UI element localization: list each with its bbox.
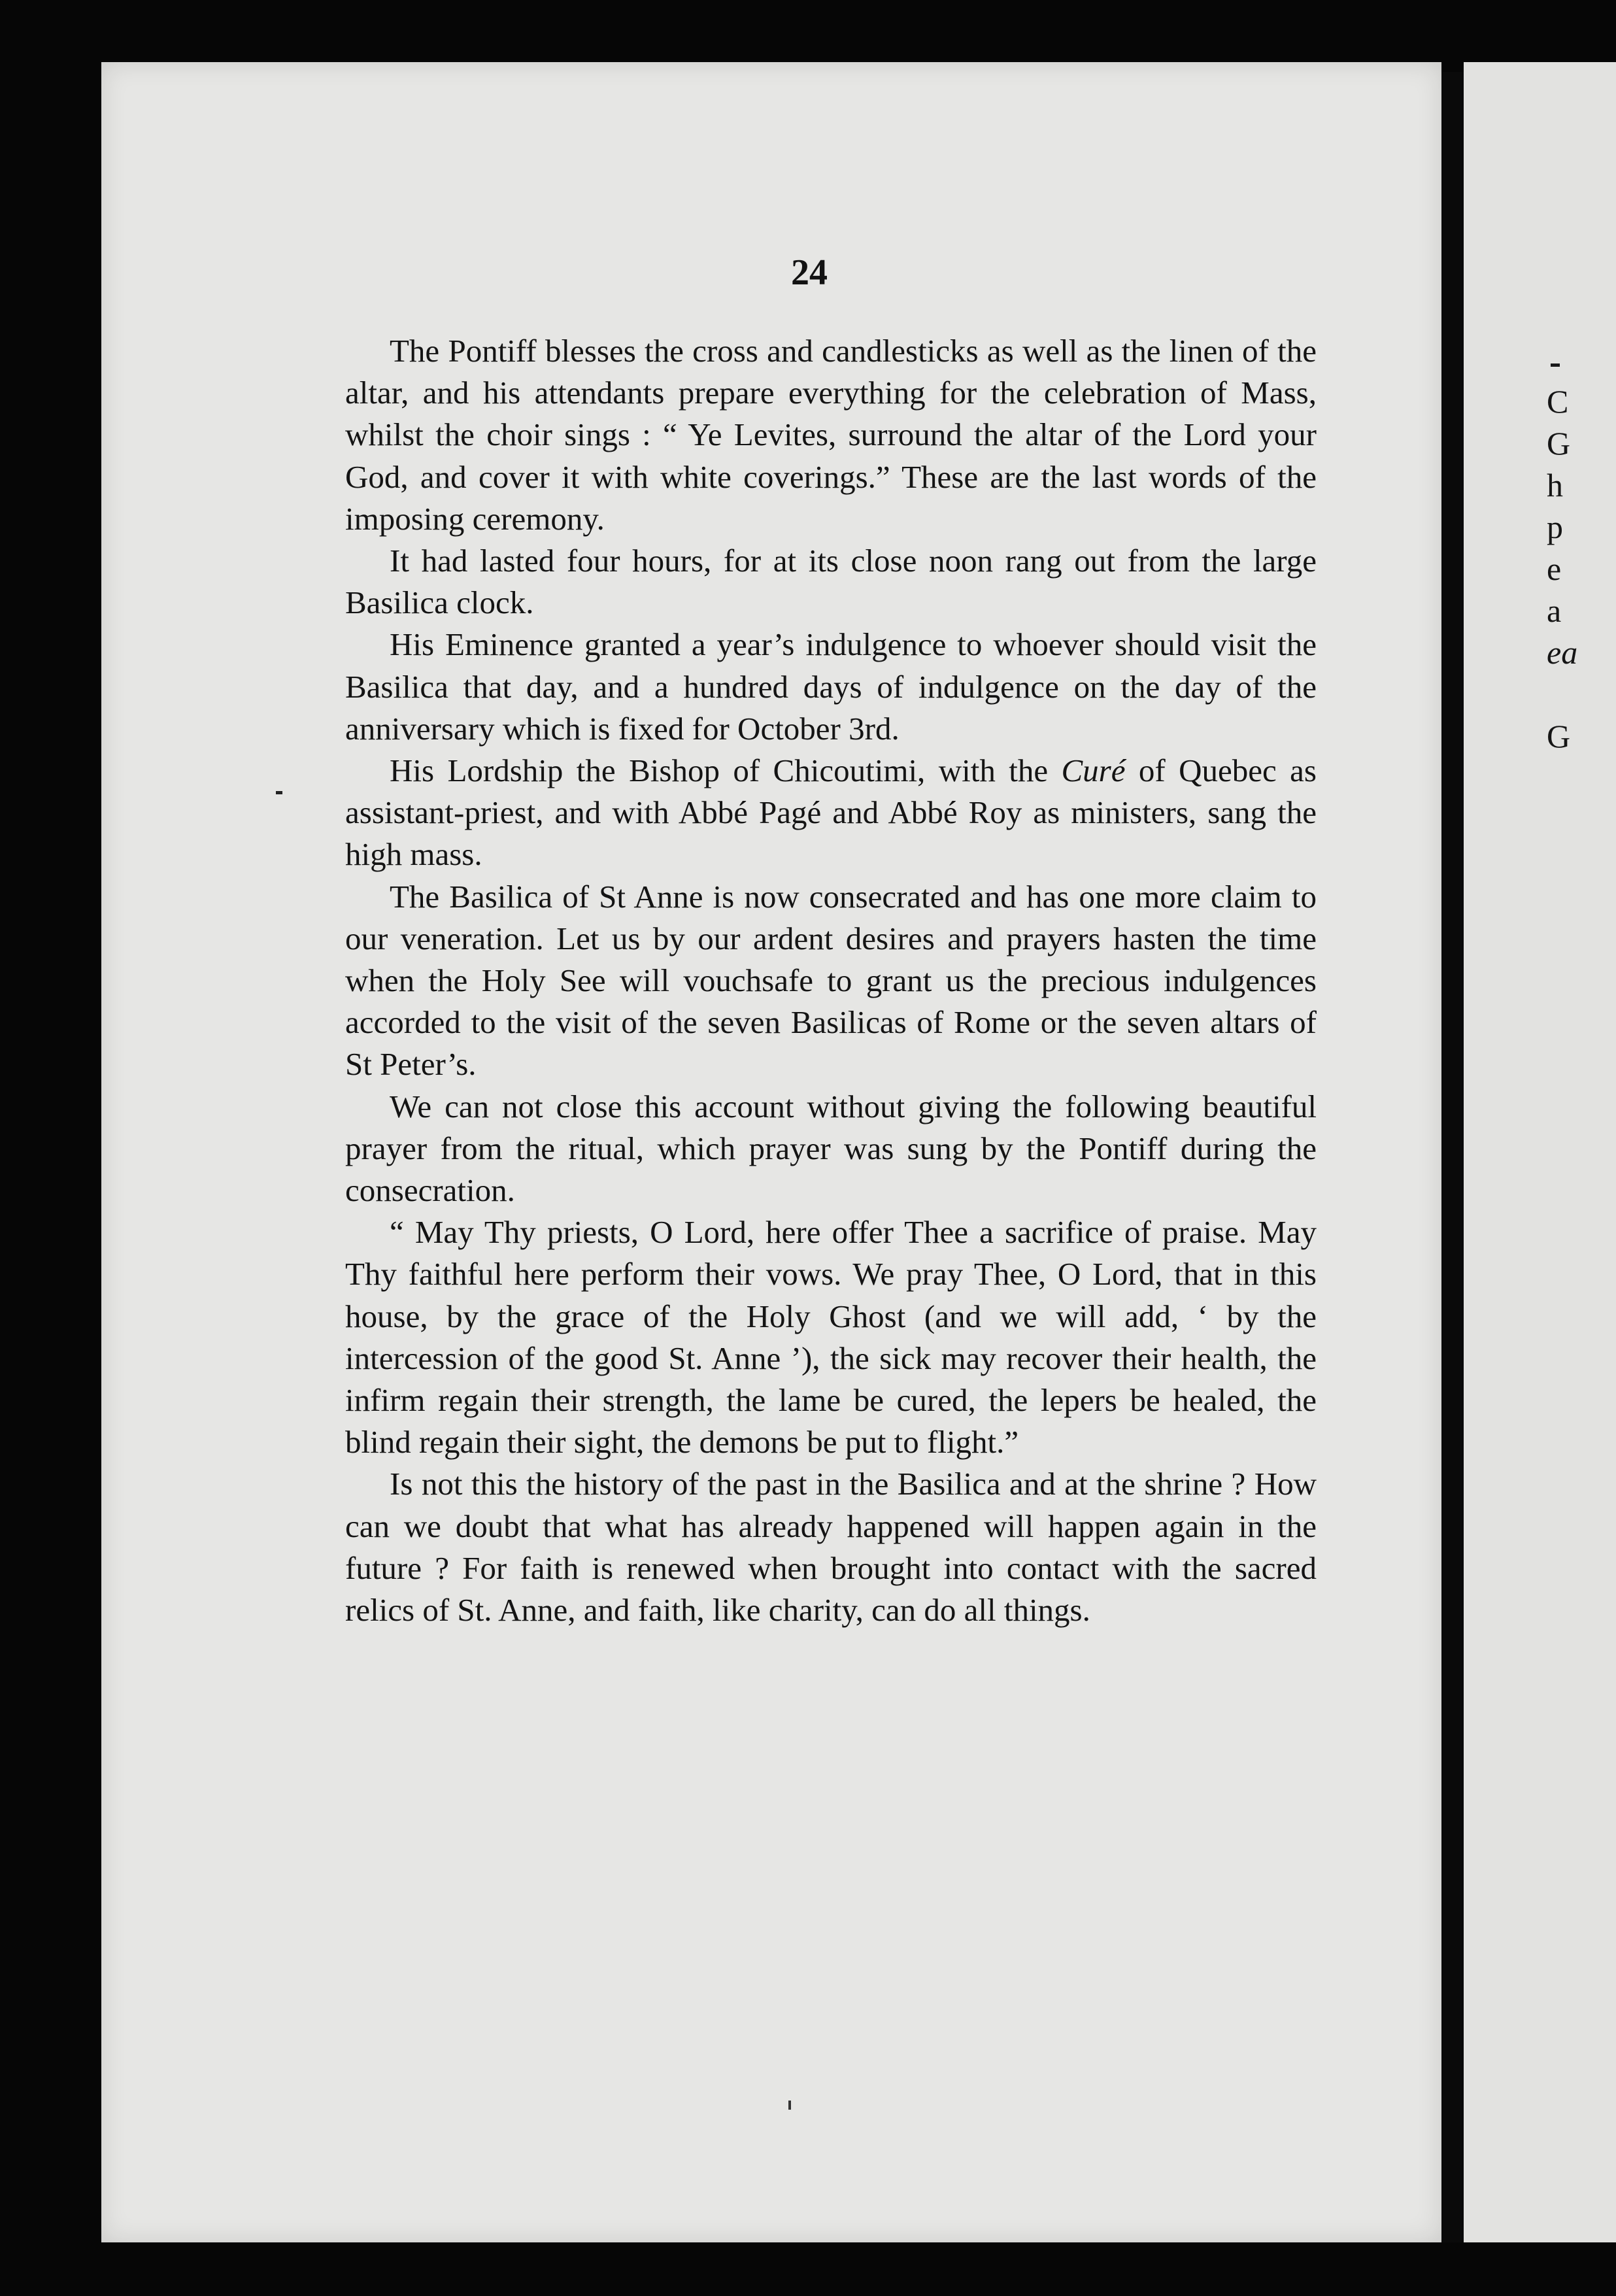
paragraph-consecrated: The Basilica of St Anne is now consecrated and has one more claim to our veneration. Let us by our ardent desires and prayers hasten the time when the Holy See will vouchsafe to grant us the precious indulgences accorded to the visit of the seven Basilicas of Rome or the seven altars of St Peter’s. xyxy=(345,878,1317,1083)
edge-letter: C xyxy=(1547,383,1569,420)
edge-letter: ea xyxy=(1547,634,1578,671)
paragraph-indulgence: His Eminence granted a year’s indulgence to whoever should visit the Basilica that day, and a hundred days of indulgence on the day of the anniversary which is fixed for October 3rd. xyxy=(345,626,1317,747)
ink-speck xyxy=(276,791,282,794)
paragraph-high-mass xyxy=(345,750,1317,876)
paragraph-prayer-intro: We can not close this account without giving the following beautiful prayer from the ritual, which prayer was sung by the Pontiff during the consecration. xyxy=(345,1088,1317,1209)
paragraph-prayer: “ May Thy priests, O Lord, here offer Thee a sacrifice of praise. May Thy faithful here perform their vows. We pray Thee, O Lord, that in this house, by the grace of the Holy Ghost (and we will add, ‘ by the intercession of the good St. Anne ’), the sick may recover their health, the infirm regain their strength, the lame be cured, the lepers be healed, the blind regain their sight, the demons be put to flight.” xyxy=(345,1214,1317,1460)
page-number: 24 xyxy=(791,252,828,293)
edge-letter: e xyxy=(1547,550,1562,587)
edge-letter: G xyxy=(1547,425,1571,462)
body-text xyxy=(345,330,1317,1631)
italic-term: Curé xyxy=(1061,752,1126,789)
adjacent-page-letters xyxy=(1547,380,1616,757)
edge-letter: h xyxy=(1547,467,1563,503)
text-run: of Quebec as assistant-priest, and with Abbé Pagé and Abbé Roy as ministers, sang the high mass. xyxy=(345,752,1317,873)
ink-speck xyxy=(788,2101,791,2110)
paragraph-ceremony: The Pontiff blesses the cross and candlesticks as well as the linen of the altar, and his attendants prepare everything for the celebration of Mass, whilst the choir sings : “ Ye Levites, surround the altar of the Lord your God, and cover it with white coverings.” These are the last words of the imposing ceremony. xyxy=(345,333,1317,537)
edge-letter: G xyxy=(1547,718,1571,754)
paragraph-duration: It had lasted four hours, for at its close noon rang out from the large Basilica clock. xyxy=(345,543,1317,621)
adjacent-page-dash xyxy=(1551,363,1560,367)
edge-letter: p xyxy=(1547,509,1563,545)
book-gutter xyxy=(1441,72,1464,2242)
edge-letter: a xyxy=(1547,592,1562,629)
paragraph-closing: Is not this the history of the past in the Basilica and at the shrine ? How can we doubt that what has already happened will happen again in the future ? For faith is renewed when brought into contact with the sacred relics of St. Anne, and faith, like charity, can do all things. xyxy=(345,1466,1317,1629)
text-run: His Lordship the Bishop of Chicoutimi, with the xyxy=(390,752,1062,789)
